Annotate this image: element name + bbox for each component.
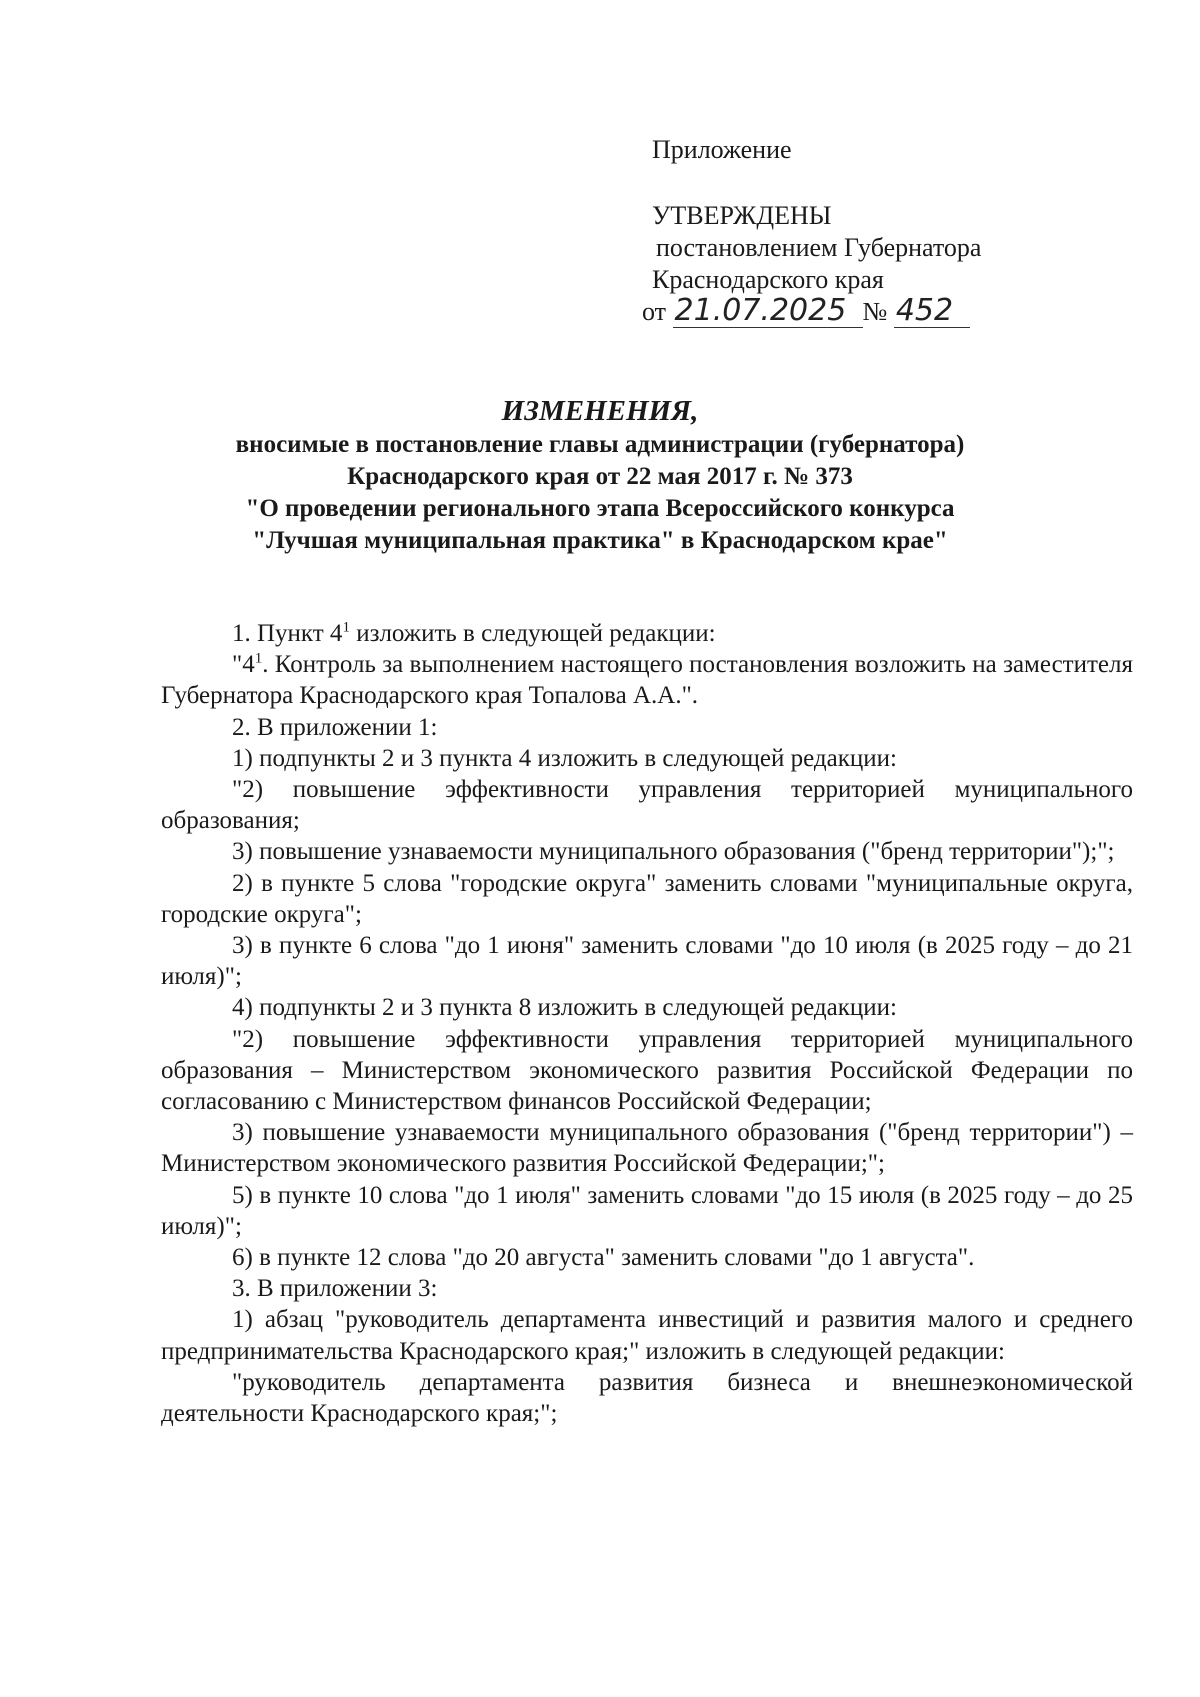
paragraph-1: 1. Пункт $4^1$ изложить в следующей редакции: <box>232 619 716 647</box>
handwritten-number: 452 <box>894 296 970 328</box>
paragraph-5: "2) повышение эффективности управления территорией муниципального образования; <box>161 776 1133 835</box>
paragraph-6: 3) повышение узнаваемости муниципального образования ("бренд территории");"; <box>232 838 1115 866</box>
heading-line-2: Краснодарского края от 22 мая 2017 г. № 373 <box>347 463 853 490</box>
paragraph-2: "$4^1$. Контроль за выполнением настоящего постановления возложить на заместителя Губернатора Краснодарского края Топалова А.А.". <box>161 650 1133 710</box>
handwritten-date: 21.07.2025 <box>673 296 863 328</box>
number-sign: № <box>862 297 888 326</box>
approval-block <box>642 200 982 328</box>
paragraph-11: 3) повышение узнаваемости муниципального образования ("бренд территории") – Министерством экономического развития Российской Федерации;"; <box>161 1119 1133 1178</box>
document-heading <box>0 393 1200 557</box>
heading-line-4: "Лучшая муниципальная практика" в Краснодарском крае" <box>252 527 948 554</box>
appendix-label: Приложение <box>652 135 792 164</box>
heading-line-1: вносимые в постановление главы администрации (губернатора) <box>235 431 965 458</box>
paragraph-13: 6) в пункте 12 слова "до 20 августа" заменить словами "до 1 августа". <box>232 1244 975 1272</box>
approved-by-line: постановлением Губернатора <box>656 233 982 262</box>
approved-label: УТВЕРЖДЕНЫ <box>652 201 832 230</box>
paragraph-12: 5) в пункте 10 слова "до 1 июля" заменить словами "до 15 июля (в 2025 году – до 25 июля)"; <box>161 1181 1133 1240</box>
paragraph-4: 1) подпункты 2 и 3 пункта 4 изложить в следующей редакции: <box>232 744 897 772</box>
paragraph-9: 4) подпункты 2 и 3 пункта 8 изложить в следующей редакции: <box>232 994 897 1022</box>
approved-region-line: Краснодарского края <box>652 265 884 294</box>
paragraph-14: 3. В приложении 3: <box>232 1275 438 1303</box>
heading-line-3: "О проведении регионального этапа Всероссийского конкурса <box>245 495 955 522</box>
heading-title: ИЗМЕНЕНИЯ, <box>501 395 699 427</box>
paragraph-15: 1) абзац "руководитель департамента инвестиций и развития малого и среднего предпринимательства Краснодарского края;" изложить в следующей редакции: <box>161 1306 1133 1365</box>
paragraph-8: 3) в пункте 6 слова "до 1 июня" заменить словами "до 10 июля (в 2025 году – до 21 июля)"; <box>161 932 1133 991</box>
paragraph-10: "2) повышение эффективности управления территорией муниципального образования – Министерством экономического развития Российской Федерации по согласованию с Министерством финансов Российской Федерации; <box>161 1025 1133 1116</box>
approval-date-row <box>642 293 981 328</box>
paragraph-16: "руководитель департамента развития бизнеса и внешнеэкономической деятельности Краснодарского края;"; <box>161 1368 1133 1428</box>
paragraph-3: 2. В приложении 1: <box>232 713 438 741</box>
date-prefix: от <box>642 297 667 326</box>
document-body <box>161 618 1133 1429</box>
paragraph-7: 2) в пункте 5 слова "городские округа" заменить словами "муниципальные округа, городские округа"; <box>161 869 1133 928</box>
